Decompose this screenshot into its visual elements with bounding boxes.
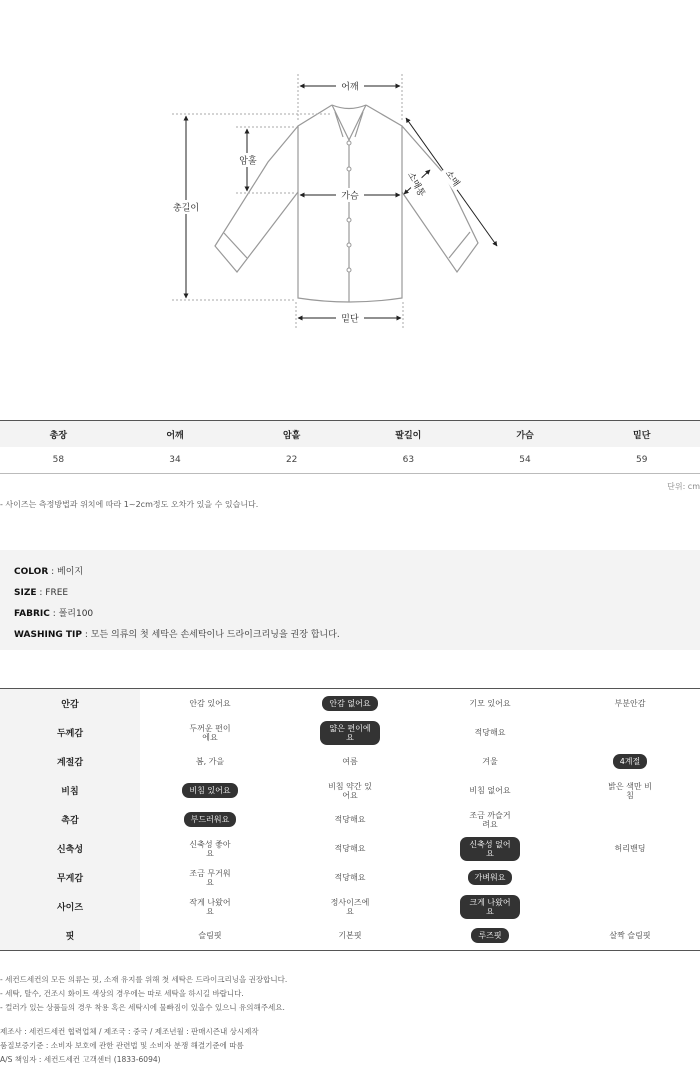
- size-value-cell: 54: [519, 455, 531, 465]
- care-note: - 세컨드세컨의 모든 의류는 핏, 소재 유지를 위해 첫 세탁은 드라이크리닝을 권장합니다.: [0, 975, 288, 984]
- as-info: A/S 책임자 : 세컨드세컨 고객센터 (1833-6094): [0, 1055, 161, 1064]
- attribute-label: 두께감: [0, 718, 140, 747]
- size-header-cell: 밑단: [633, 430, 651, 441]
- attribute-label: 촉감: [0, 805, 140, 834]
- attribute-label: 계절감: [0, 747, 140, 776]
- care-note: - 컬러가 있는 상품들의 경우 착용 혹은 세탁시에 물빠짐이 있을수 있으니 유의해주세요.: [0, 1003, 285, 1012]
- attribute-option: 기본핏: [338, 931, 362, 940]
- product-attribute-table: [0, 688, 700, 951]
- size-table: [0, 420, 700, 474]
- attribute-option: 여름: [342, 757, 358, 766]
- attribute-option-selected: 루즈핏: [471, 928, 508, 943]
- color-info: [14, 562, 686, 583]
- attribute-option-selected: 신축성 없어요: [460, 837, 520, 861]
- size-value-cell: 22: [285, 455, 298, 465]
- attribute-row: [0, 776, 700, 805]
- size-header-cell: 암홀: [282, 430, 301, 441]
- care-note: - 세탁, 탈수, 건조시 화이트 색상의 경우에는 따로 세탁을 하시길 바랍니다.: [0, 989, 244, 998]
- attribute-row: [0, 892, 700, 921]
- attribute-option-cell: [140, 892, 280, 921]
- attribute-option: 안감 있어요: [189, 699, 231, 708]
- shirt-measurement-diagram: [0, 0, 700, 345]
- size-header-cell: 어깨: [166, 430, 184, 441]
- size-value-cell: 34: [169, 455, 181, 465]
- guide-lines: [172, 74, 403, 330]
- attribute-option-cell: [560, 863, 700, 892]
- attribute-row: [0, 689, 700, 718]
- size-value-cell: 58: [52, 455, 65, 465]
- attribute-label: 무게감: [0, 863, 140, 892]
- attribute-label: 신축성: [0, 834, 140, 863]
- size-label: SIZE: [14, 588, 37, 598]
- attribute-option-cell: [560, 718, 700, 747]
- attribute-option-cell: [420, 747, 560, 776]
- attribute-option-cell: [280, 834, 420, 863]
- attribute-option: 부분안감: [614, 699, 646, 708]
- attribute-option-selected: 가벼워요: [468, 870, 513, 885]
- attribute-option-selected: 얇은 편이에요: [320, 721, 380, 745]
- attribute-option-cell: [280, 921, 420, 950]
- attribute-option: 적당해요: [334, 844, 366, 853]
- attribute-option-cell: [140, 747, 280, 776]
- attribute-option-selected: 크게 나왔어요: [460, 895, 520, 919]
- hem-label: 밑단: [341, 314, 359, 325]
- size-header-cell: 팔길이: [395, 430, 422, 441]
- attribute-option-cell: [280, 689, 420, 718]
- attribute-option: 조금 까슬거려요: [469, 810, 511, 829]
- attribute-option: 슬림핏: [198, 931, 222, 940]
- attribute-option: 조금 무거워요: [189, 868, 231, 887]
- attribute-option: 비침 약간 있어요: [328, 781, 372, 800]
- attribute-option-cell: [280, 805, 420, 834]
- attribute-option: [623, 817, 637, 823]
- attribute-option: 봄, 가을: [195, 757, 225, 766]
- attribute-option-cell: [280, 863, 420, 892]
- size-note: - 사이즈는 측정방법과 위치에 따라 1~2cm정도 오차가 있을 수 있습니다.: [0, 500, 259, 509]
- washing-value: : 모든 의류의 첫 세탁은 손세탁이나 드라이크리닝을 권장 합니다.: [82, 630, 340, 640]
- sleeve-width-label: 소매통: [405, 170, 427, 199]
- attribute-option-selected: 4계절: [613, 754, 648, 769]
- attribute-option-cell: [140, 834, 280, 863]
- attribute-option-selected: 안감 없어요: [322, 696, 377, 711]
- attribute-option-cell: [280, 747, 420, 776]
- color-label: COLOR: [14, 567, 49, 577]
- attribute-label: 비침: [0, 776, 140, 805]
- chest-label: 가슴: [341, 191, 359, 202]
- attribute-option-cell: [560, 747, 700, 776]
- size-info: [14, 583, 686, 604]
- product-info-box: [0, 550, 700, 650]
- attribute-option-cell: [280, 892, 420, 921]
- size-value-cell: 63: [402, 455, 415, 465]
- attribute-option: [623, 875, 637, 881]
- size-header-cell: 총장: [49, 430, 68, 441]
- attribute-option-cell: [560, 805, 700, 834]
- attribute-option-selected: 비침 있어요: [182, 783, 237, 798]
- attribute-option: 적당해요: [334, 815, 366, 824]
- attribute-option-cell: [560, 834, 700, 863]
- attribute-option: 기모 있어요: [469, 699, 511, 708]
- attribute-option: 살짝 슬림핏: [609, 931, 651, 940]
- attribute-option-cell: [140, 689, 280, 718]
- color-value: : 베이지: [48, 567, 84, 577]
- attribute-option-cell: [140, 863, 280, 892]
- attribute-option-cell: [560, 776, 700, 805]
- attribute-row: [0, 747, 700, 776]
- shirt-outline: [215, 105, 478, 302]
- warranty-info: 품질보증기준 : 소비자 보호에 관한 관련법 및 소비자 분쟁 해결기준에 따름: [0, 1041, 244, 1050]
- size-value-cell: 59: [635, 455, 648, 465]
- fabric-info: [14, 604, 686, 625]
- attribute-option-cell: [420, 892, 560, 921]
- attribute-option: [623, 904, 637, 910]
- attribute-option: 적당해요: [474, 728, 506, 737]
- attribute-option: 비침 없어요: [469, 786, 511, 795]
- attribute-label: 사이즈: [0, 892, 140, 921]
- fabric-label: FABRIC: [14, 609, 50, 619]
- attribute-row: [0, 718, 700, 747]
- attribute-row: [0, 863, 700, 892]
- attribute-option-cell: [420, 863, 560, 892]
- attribute-option: 적당해요: [334, 873, 366, 882]
- sleeve-label: 소매: [442, 168, 461, 189]
- attribute-option-selected: 부드러워요: [184, 812, 237, 827]
- attribute-option-cell: [140, 921, 280, 950]
- attribute-row: [0, 921, 700, 950]
- attribute-option-cell: [560, 689, 700, 718]
- unit-label: 단위: cm: [667, 482, 700, 491]
- washing-label: WASHING TIP: [14, 630, 82, 640]
- armhole-label: 암홀: [239, 156, 257, 167]
- attribute-option: 겨울: [482, 757, 498, 766]
- attribute-option: 신축성 좋아요: [189, 839, 231, 858]
- attribute-option: 허리밴딩: [614, 844, 646, 853]
- attribute-option-cell: [560, 892, 700, 921]
- attribute-option-cell: [140, 776, 280, 805]
- attribute-option: [623, 730, 637, 736]
- fabric-value: : 폴리100: [49, 609, 94, 619]
- attribute-option-cell: [560, 921, 700, 950]
- attribute-option-cell: [420, 921, 560, 950]
- attribute-option-cell: [420, 834, 560, 863]
- size-value: : FREE: [36, 588, 69, 598]
- attribute-option-cell: [280, 718, 420, 747]
- shoulder-label: 어깨: [341, 82, 359, 93]
- attribute-option-cell: [420, 805, 560, 834]
- attribute-option: 밝은 색만 비침: [608, 781, 652, 800]
- attribute-option: 정사이즈에요: [330, 897, 370, 916]
- attribute-option: 작게 나왔어요: [189, 897, 231, 916]
- attribute-row: [0, 805, 700, 834]
- size-table-row: [0, 447, 700, 474]
- attribute-option-cell: [420, 718, 560, 747]
- size-table-header: [0, 420, 700, 447]
- attribute-option-cell: [420, 776, 560, 805]
- washing-info: [14, 625, 686, 646]
- attribute-option-cell: [420, 689, 560, 718]
- total-length-label: 총길이: [172, 203, 200, 214]
- attribute-label: 핏: [0, 921, 140, 950]
- attribute-option-cell: [140, 805, 280, 834]
- attribute-row: [0, 834, 700, 863]
- attribute-option: 두꺼운 편이에요: [189, 723, 231, 742]
- attribute-option-cell: [140, 718, 280, 747]
- maker-info: 제조사 : 세컨드세컨 협력업체 / 제조국 : 중국 / 제조년월 : 판매시즌내 상시제작: [0, 1027, 259, 1036]
- attribute-option-cell: [280, 776, 420, 805]
- attribute-label: 안감: [0, 689, 140, 718]
- size-header-cell: 가슴: [516, 430, 534, 441]
- footer-notes: [0, 973, 700, 1067]
